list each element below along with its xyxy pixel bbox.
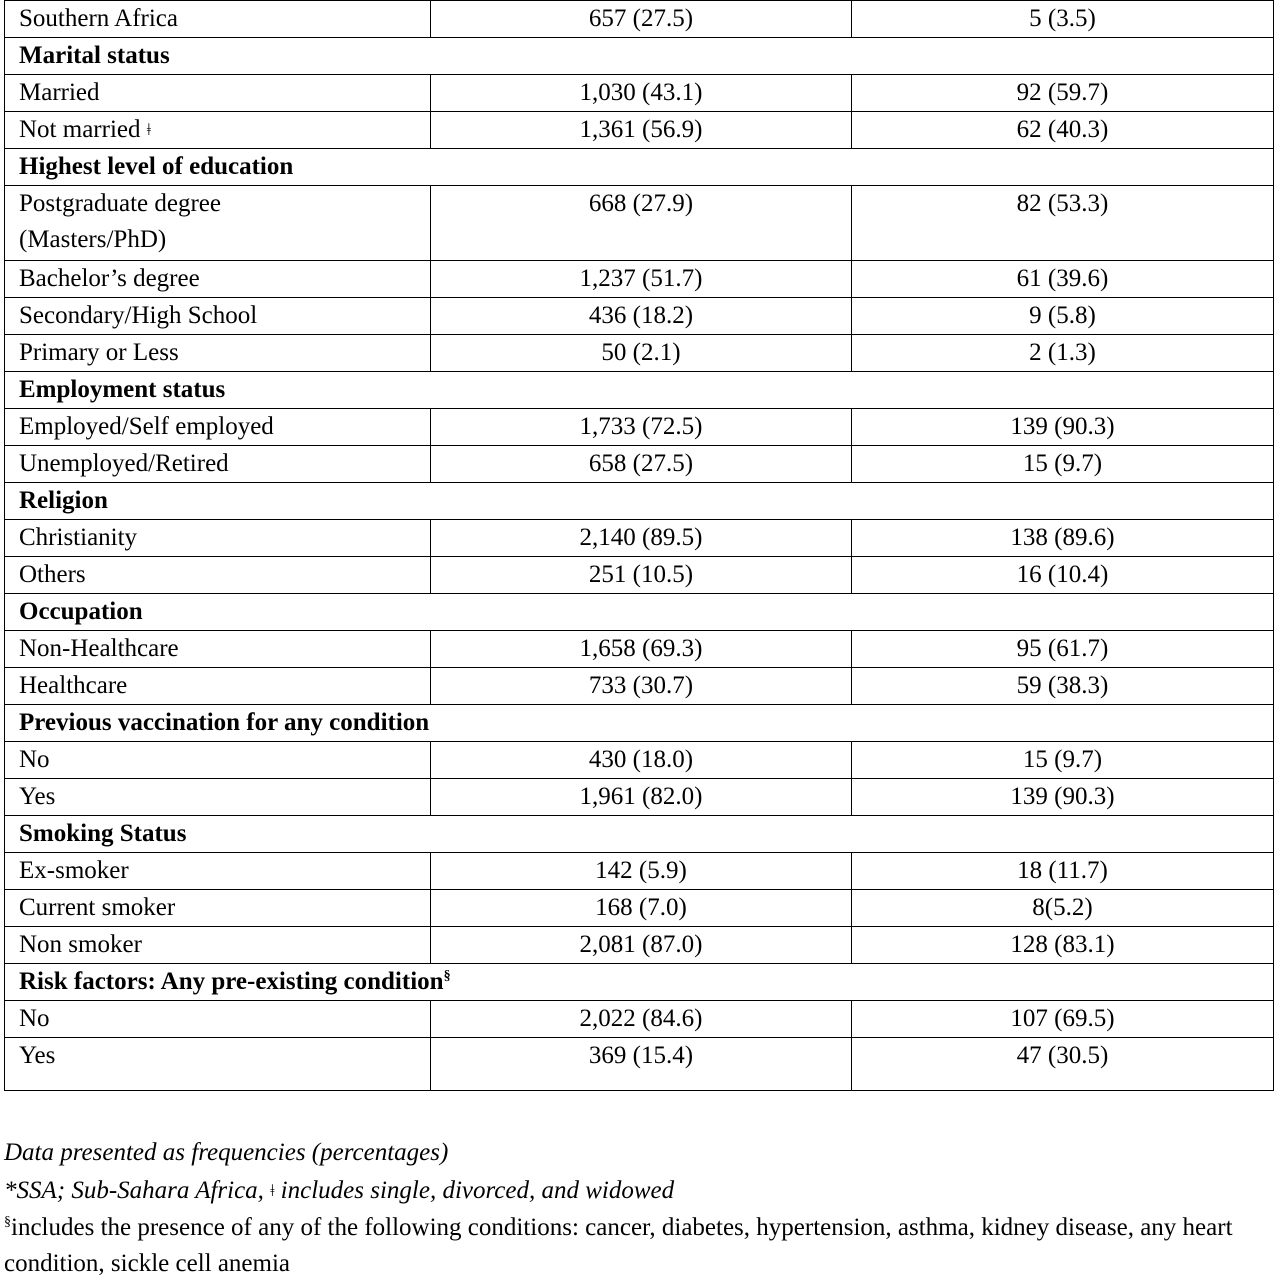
section-header (5, 483, 1274, 520)
row-label: Employed/Self employed (19, 413, 274, 440)
section-header-label: Risk factors: Any pre-existing condition (19, 968, 444, 995)
value-cell-col2: 8(5.2) (852, 890, 1274, 927)
row-label-cell (5, 298, 431, 335)
table-row (5, 112, 1274, 149)
section-header-row (5, 483, 1274, 520)
value-cell-col1: 50 (2.1) (431, 335, 852, 372)
value-cell-col2: 92 (59.7) (852, 75, 1274, 112)
row-label-cell (5, 1001, 431, 1038)
value-cell-col2: 9 (5.8) (852, 298, 1274, 335)
row-label-cell (5, 779, 431, 816)
row-label: Bachelor’s degree (19, 265, 200, 292)
row-label: Postgraduate degree (Masters/PhD) (19, 190, 222, 253)
row-label: Healthcare (19, 672, 128, 699)
section-header (5, 149, 1274, 186)
table-row (5, 853, 1274, 890)
table-row (5, 446, 1274, 483)
footnote-double-dagger-mark: ǂ (270, 1181, 275, 1200)
table-body (5, 1, 1274, 1091)
section-header-row (5, 38, 1274, 75)
section-header-label: Religion (19, 487, 108, 514)
value-cell-col1: 168 (7.0) (431, 890, 852, 927)
row-label-cell (5, 890, 431, 927)
value-cell-col2: 139 (90.3) (852, 409, 1274, 446)
value-cell-col1: 657 (27.5) (431, 1, 852, 38)
footnote-section-mark: § (4, 1214, 11, 1230)
row-label-cell (5, 112, 431, 149)
section-header-row (5, 149, 1274, 186)
row-label-cell (5, 557, 431, 594)
table-row (5, 890, 1274, 927)
row-label-cell (5, 335, 431, 372)
value-cell-col1: 1,658 (69.3) (431, 631, 852, 668)
row-label: Unemployed/Retired (19, 450, 229, 477)
value-cell-col2: 2 (1.3) (852, 335, 1274, 372)
value-cell-col2: 15 (9.7) (852, 742, 1274, 779)
row-label-cell (5, 520, 431, 557)
section-header-row (5, 705, 1274, 742)
section-header-label: Smoking Status (19, 820, 187, 847)
value-cell-col2: 82 (53.3) (852, 186, 1274, 261)
value-cell-col1: 1,237 (51.7) (431, 261, 852, 298)
value-cell-col2: 139 (90.3) (852, 779, 1274, 816)
value-cell-col2: 61 (39.6) (852, 261, 1274, 298)
table-row (5, 298, 1274, 335)
section-header-label: Previous vaccination for any condition (19, 709, 430, 736)
table-row (5, 1, 1274, 38)
value-cell-col2: 138 (89.6) (852, 520, 1274, 557)
row-label: Christianity (19, 524, 138, 551)
row-label: Others (19, 561, 86, 588)
table-row (5, 520, 1274, 557)
table-row (5, 1038, 1274, 1091)
table-row (5, 75, 1274, 112)
section-header-label: Highest level of education (19, 153, 294, 180)
footnote-conditions-text: includes the presence of any of the following conditions: cancer, diabetes, hypertension, asthma, kidney disease, any heart condition, sickle cell anemia (4, 1214, 1233, 1277)
table-row (5, 927, 1274, 964)
section-header (5, 964, 1274, 1001)
table-row (5, 261, 1274, 298)
value-cell-col1: 733 (30.7) (431, 668, 852, 705)
row-label: Non smoker (19, 931, 142, 958)
row-label-cell (5, 446, 431, 483)
row-label-cell (5, 409, 431, 446)
row-label-cell (5, 186, 431, 261)
table-row (5, 668, 1274, 705)
value-cell-col2: 47 (30.5) (852, 1038, 1274, 1091)
characteristics-table (4, 0, 1274, 1091)
section-header-row (5, 372, 1274, 409)
footnote-mark: § (443, 968, 451, 984)
table-row (5, 335, 1274, 372)
value-cell-col1: 1,361 (56.9) (431, 112, 852, 149)
value-cell-col2: 107 (69.5) (852, 1001, 1274, 1038)
value-cell-col1: 2,022 (84.6) (431, 1001, 852, 1038)
section-header (5, 38, 1274, 75)
value-cell-col2: 95 (61.7) (852, 631, 1274, 668)
row-label: Secondary/High School (19, 302, 258, 329)
value-cell-col1: 2,140 (89.5) (431, 520, 852, 557)
row-label: Ex-smoker (19, 857, 129, 884)
row-label-cell (5, 853, 431, 890)
section-header (5, 594, 1274, 631)
value-cell-col1: 1,961 (82.0) (431, 779, 852, 816)
section-header (5, 816, 1274, 853)
footnote-mark: ǂ (146, 120, 151, 139)
row-label: Non-Healthcare (19, 635, 179, 662)
row-label-cell (5, 631, 431, 668)
value-cell-col1: 436 (18.2) (431, 298, 852, 335)
row-label: Primary or Less (19, 339, 179, 366)
value-cell-col2: 16 (10.4) (852, 557, 1274, 594)
value-cell-col1: 1,733 (72.5) (431, 409, 852, 446)
value-cell-col2: 5 (3.5) (852, 1, 1274, 38)
table-row (5, 557, 1274, 594)
section-header (5, 705, 1274, 742)
table-footnotes (4, 1134, 1272, 1282)
row-label: Not married (19, 116, 141, 143)
value-cell-col1: 668 (27.9) (431, 186, 852, 261)
table-row (5, 631, 1274, 668)
footnote-marital-text: includes single, divorced, and widowed (274, 1177, 675, 1204)
row-label: No (19, 746, 50, 773)
section-header-label: Occupation (19, 598, 143, 625)
value-cell-col2: 18 (11.7) (852, 853, 1274, 890)
table-container (4, 0, 1273, 1091)
row-label: Married (19, 79, 100, 106)
section-header-label: Marital status (19, 42, 170, 69)
value-cell-col1: 2,081 (87.0) (431, 927, 852, 964)
value-cell-col1: 142 (5.9) (431, 853, 852, 890)
value-cell-col2: 128 (83.1) (852, 927, 1274, 964)
table-row (5, 186, 1274, 261)
table-row (5, 779, 1274, 816)
value-cell-col1: 251 (10.5) (431, 557, 852, 594)
section-header (5, 372, 1274, 409)
table-row (5, 1001, 1274, 1038)
row-label: Yes (19, 783, 56, 810)
footnote-abbreviations (4, 1172, 1272, 1210)
row-label: Yes (19, 1042, 56, 1069)
row-label-cell (5, 927, 431, 964)
value-cell-col1: 430 (18.0) (431, 742, 852, 779)
footnote-ssa-text: *SSA; Sub-Sahara Africa, (4, 1177, 271, 1204)
row-label: No (19, 1005, 50, 1032)
row-label-cell (5, 1038, 431, 1091)
footnote-data-format: Data presented as frequencies (percentages) (4, 1139, 449, 1166)
section-header-row (5, 964, 1274, 1001)
row-label-cell (5, 1, 431, 38)
row-label-cell (5, 75, 431, 112)
value-cell-col2: 59 (38.3) (852, 668, 1274, 705)
row-label-cell (5, 742, 431, 779)
value-cell-col2: 62 (40.3) (852, 112, 1274, 149)
value-cell-col2: 15 (9.7) (852, 446, 1274, 483)
row-label: Southern Africa (19, 5, 178, 32)
row-label: Current smoker (19, 894, 176, 921)
table-row (5, 742, 1274, 779)
footnote-conditions (4, 1210, 1272, 1282)
value-cell-col1: 658 (27.5) (431, 446, 852, 483)
row-label-cell (5, 261, 431, 298)
section-header-row (5, 594, 1274, 631)
section-header-label: Employment status (19, 376, 226, 403)
value-cell-col1: 1,030 (43.1) (431, 75, 852, 112)
value-cell-col1: 369 (15.4) (431, 1038, 852, 1091)
section-header-row (5, 816, 1274, 853)
row-label-cell (5, 668, 431, 705)
table-row (5, 409, 1274, 446)
